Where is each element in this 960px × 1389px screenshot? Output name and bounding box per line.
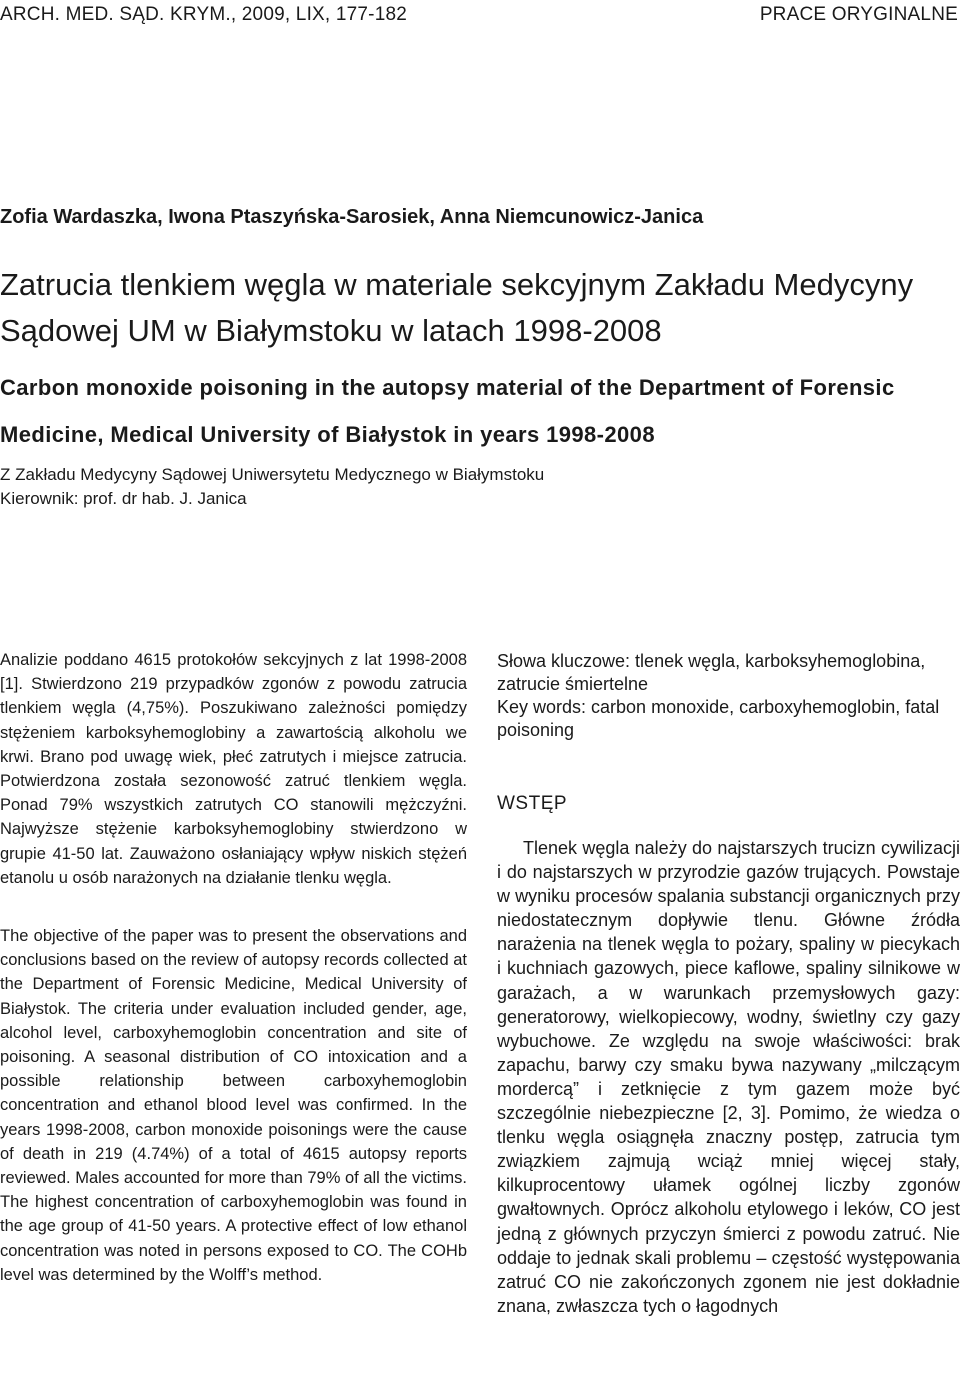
affiliation-head: Kierownik: prof. dr hab. J. Janica	[0, 489, 247, 508]
keywords-polish: Słowa kluczowe: tlenek węgla, karboksyhemoglobina, zatrucie śmiertelne	[497, 651, 926, 694]
journal-citation: ARCH. MED. SĄD. KRYM., 2009, LIX, 177-182	[0, 4, 408, 25]
abstract-english: The objective of the paper was to present the observations and conclusions based on the review of autopsy records collected at the Department of Forensic Medicine, Medical University of Białystok. The criteria under evaluation included gender, age, alcohol level, carboxyhemoglobin concentration and site of poisoning. A seasonal distribution of CO intoxication and a possible relationship between carboxyhemoglobin concentration and ethanol blood level was confirmed. In the years 1998-2008, carbon monoxide poisonings were the cause of death in 219 (4.74%) of a total of 4615 autopsy reports reviewed. Males accounted for more than 79% of all the victims. The highest concentration of carboxyhemoglobin was found in the age group of 41-50 years. A protective effect of low ethanol concentration was noted in persons exposed to CO. The COHb level was determined by the Wolff’s method.	[0, 927, 467, 1284]
abstract-column	[0, 648, 467, 1287]
abstract-polish: Analizie poddano 4615 protokołów sekcyjnych z lat 1998-2008 [1]. Stwierdzono 219 przypadków zgonów z powodu zatrucia tlenkiem węgla (4,75%). Poszukiwano zależności pomiędzy stężeniem karboksyhemoglobiny a zawartością alkoholu we krwi. Brano pod uwagę wiek, płeć zatrutych i miejsce zatrucia. Potwierdzona została sezonowość zatruć tlenkiem węgla. Ponad 79% wszystkich zatrutych CO stanowili mężczyźni. Najwyższe stężenie karboksyhemoglobiny stwierdzono w grupie 41-50 lat. Zauważono osłaniający wpływ niskich stężeń etanolu u osób narażonych na działanie tlenku węgla.	[0, 651, 467, 887]
section-heading: WSTĘP	[497, 793, 568, 814]
author-list: Zofia Wardaszka, Iwona Ptaszyńska-Sarosiek, Anna Niemcunowicz-Janica	[0, 206, 704, 228]
article-category: PRACE ORYGINALNE	[759, 4, 958, 25]
body-column	[497, 650, 960, 1318]
affiliation	[0, 463, 544, 511]
keywords-english: Key words: carbon monoxide, carboxyhemoglobin, fatal poisoning	[497, 697, 940, 740]
title-english: Carbon monoxide poisoning in the autopsy material of the Department of Forensic Medicine, Medical University of Białystok in years 1998-2008	[0, 375, 895, 447]
title-polish: Zatrucia tlenkiem węgla w materiale sekcyjnym Zakładu Medycyny Sądowej UM w Białymstoku w latach 1998-2008	[0, 267, 914, 348]
intro-paragraph: Tlenek węgla należy do najstarszych trucizn cywilizacji i do najstarszych w przyrodzie gazów trujących. Powstaje w wyniku procesów spalania substancji organicznych przy niedostatecznym dopływie tlenu. Główne źródła narażenia na tlenek węgla to pożary, spaliny w piecykach i kuchniach gazowych, piece kaflowe, spaliny silnikowe w garażach, a w warunkach przemysłowych gazy: generatorowy, wielkopiecowy, wodny, świetlny czy gazy wybuchowe. Ze względu na swoje właściwości: brak zapachu, barwy czy smaku bywa nazywany „milczącym mordercą” i zetknięcie z tym gazem może być szczególnie niebezpieczne [2, 3]. Pomimo, że wiedza o tlenku węgla osiągnęła znaczny postęp, zatrucia tym związkiem zajmują wciąż mniej więcej stały, kilkuprocentowy ułamek ogólnej liczby zgonów gwałtownych. Oprócz alkoholu etylowego i leków, CO jest jedną z głównych przyczyn śmierci z powodu zatruć. Nie oddaje to jednak skali problemu – częstość występowania zatruć CO nie zakończonych zgonem nie jest dokładnie znana, zwłaszcza tych o łagodnych	[497, 838, 960, 1316]
affiliation-institution: Z Zakładu Medycyny Sądowej Uniwersytetu Medycznego w Białymstoku	[0, 465, 545, 484]
running-head	[0, 0, 960, 28]
